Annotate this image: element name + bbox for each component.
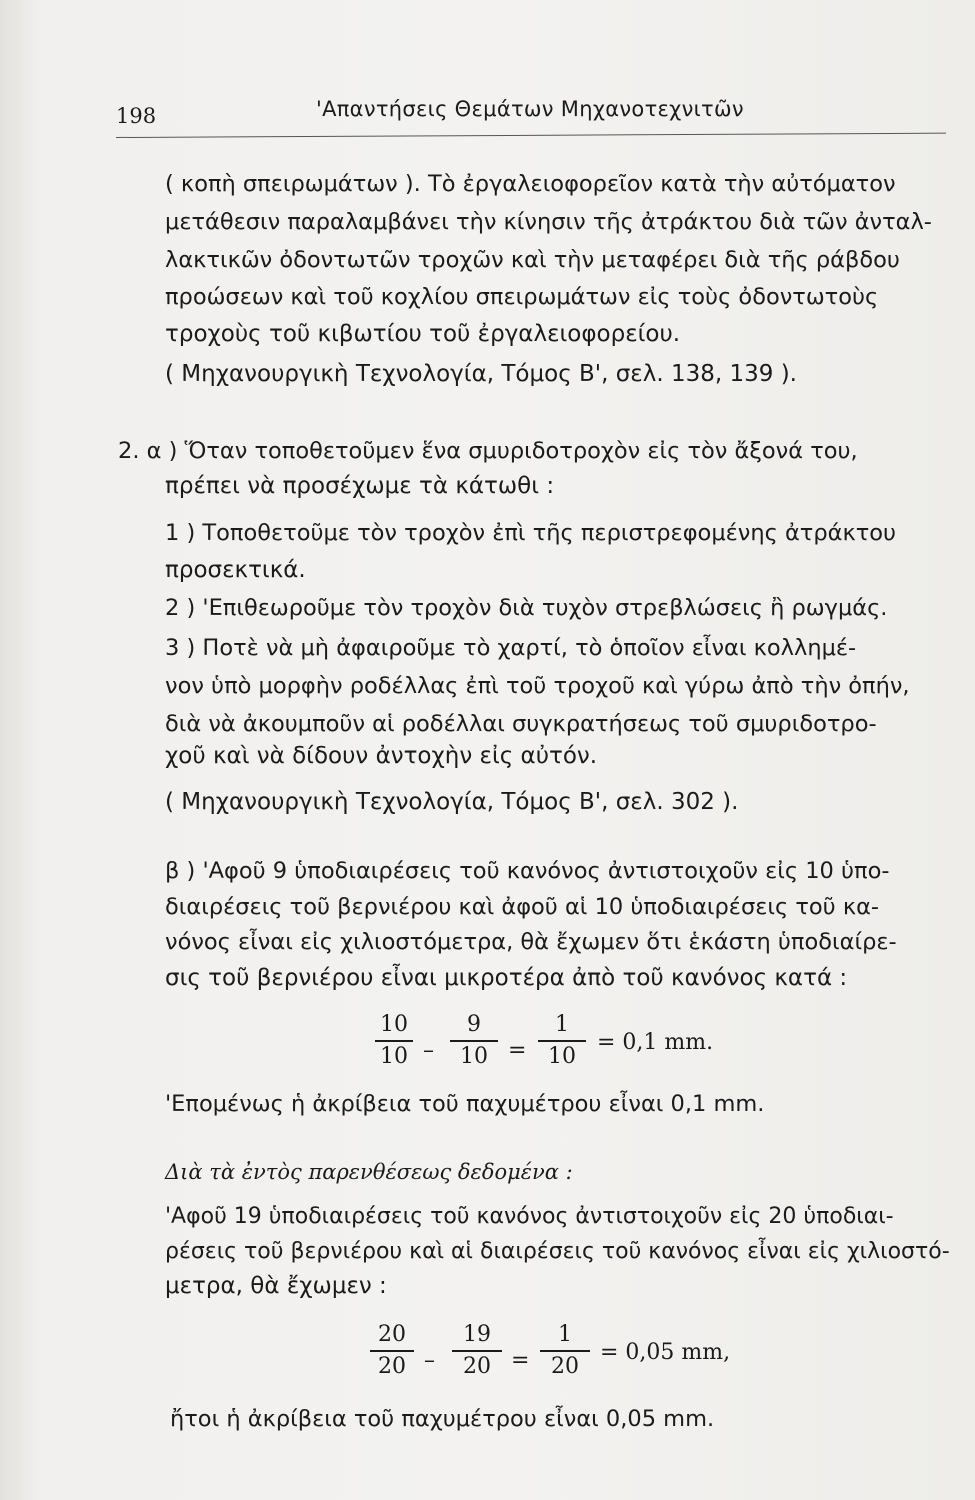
fraction-numerator: 1 — [558, 1322, 572, 1347]
equation1-result: = 0,1 mm. — [597, 1030, 714, 1055]
fraction-bar — [452, 1350, 502, 1352]
text-line: νόνος εἶναι εἰς χιλιοστόμετρα, θὰ ἔχωμεν ὅτι ἑκάστη ὑποδιαίρε- — [165, 929, 897, 955]
text-line: λακτικῶν ὀδοντωτῶν τροχῶν καὶ τὴν μεταφέρει διὰ τῆς ράβδου — [165, 247, 900, 273]
running-header-title: 'Απαντήσεις Θεμάτων Μηχανοτεχνιτῶν — [316, 97, 744, 121]
fraction-denominator: 10 — [380, 1043, 408, 1069]
fraction-numerator: 20 — [378, 1322, 406, 1347]
equation2-result: = 0,05 mm, — [600, 1340, 731, 1365]
text-line: νον ὑπὸ μορφὴν ροδέλλας ἐπὶ τοῦ τροχοῦ καὶ γύρω ἀπὸ τὴν ὀπήν, — [165, 673, 910, 699]
text-line: πρέπει νὰ προσέχωμε τὰ κάτωθι : — [165, 473, 555, 499]
equation1-fraction2 — [450, 1012, 498, 1070]
fraction-denominator: 20 — [378, 1353, 406, 1379]
text-line: σις τοῦ βερνιέρου εἶναι μικροτέρα ἀπὸ τοῦ κανόνος κατά : — [165, 965, 848, 991]
header-rule — [116, 133, 946, 138]
text-line: 2 ) 'Επιθεωροῦμε τὸν τροχὸν διὰ τυχὸν στρεβλώσεις ἢ ρωγμάς. — [165, 595, 888, 621]
equals-sign: = — [508, 1038, 527, 1063]
text-line: προσεκτικά. — [165, 557, 306, 583]
fraction-bar — [538, 1040, 586, 1042]
text-line: 3 ) Ποτὲ νὰ μὴ ἀφαιροῦμε τὸ χαρτί, τὸ ὁποῖον εἶναι κολλημέ- — [165, 635, 857, 661]
fraction-bar — [540, 1350, 590, 1352]
text-line: τροχοὺς τοῦ κιβωτίου τοῦ ἐργαλειοφορείου. — [165, 321, 681, 347]
fraction-bar — [370, 1350, 414, 1352]
text-line: ( κοπὴ σπειρωμάτων ). Τὸ ἐργαλειοφορεῖον κατὰ τὴν αὐτόματον — [165, 171, 896, 197]
equation2-fraction1 — [370, 1322, 414, 1380]
equation1-fraction3 — [538, 1012, 586, 1070]
equation1-fraction1 — [375, 1012, 413, 1070]
text-line: 'Αφοῦ 19 ὑποδιαιρέσεις τοῦ κανόνος ἀντιστοιχοῦν εἰς 20 ὑποδιαι- — [165, 1204, 894, 1229]
text-line: προώσεων καὶ τοῦ κοχλίου σπειρωμάτων εἰς τοὺς ὀδοντωτοὺς — [165, 284, 879, 310]
text-line: β ) 'Αφοῦ 9 ὑποδιαιρέσεις τοῦ κανόνος ἀντιστοιχοῦν εἰς 10 ὑπο- — [165, 858, 890, 884]
minus-sign: – — [424, 1348, 435, 1373]
fraction-denominator: 10 — [460, 1043, 488, 1069]
fraction-numerator: 19 — [463, 1322, 491, 1347]
fraction-denominator: 10 — [548, 1043, 576, 1069]
equals-sign: = — [511, 1348, 530, 1373]
page-number: 198 — [116, 104, 157, 128]
fraction-numerator: 9 — [467, 1012, 481, 1037]
text-line: χοῦ καὶ νὰ δίδουν ἀντοχὴν εἰς αὐτόν. — [165, 743, 598, 769]
fraction-numerator: 10 — [380, 1012, 408, 1037]
fraction-denominator: 20 — [463, 1353, 491, 1379]
fraction-bar — [375, 1040, 413, 1042]
text-line: μετρα, θὰ ἔχωμεν : — [165, 1273, 387, 1299]
text-line: μετάθεσιν παραλαμβάνει τὴν κίνησιν τῆς ἀτράκτου διὰ τῶν ἀνταλ- — [165, 209, 932, 235]
text-line: ρέσεις τοῦ βερνιέρου καὶ αἱ διαιρέσεις τοῦ κανόνος εἶναι εἰς χιλιοστό- — [165, 1239, 950, 1264]
text-line: διαιρέσεις τοῦ βερνιέρου καὶ ἀφοῦ αἱ 10 ὑποδιαιρέσεις τοῦ κα- — [165, 894, 880, 920]
fraction-numerator: 1 — [555, 1012, 569, 1037]
text-line: 'Επομένως ἡ ἀκρίβεια τοῦ παχυμέτρου εἶναι 0,1 mm. — [165, 1091, 765, 1117]
fraction-denominator: 20 — [551, 1353, 579, 1379]
minus-sign: – — [423, 1038, 434, 1063]
italic-subheading: Διὰ τὰ ἐντὸς παρενθέσεως δεδομένα : — [165, 1160, 573, 1184]
citation-line: ( Μηχανουργικὴ Τεχνολογία, Τόμος Β', σελ. 138, 139 ). — [165, 361, 797, 387]
text-line: διὰ νὰ ἀκουμποῦν αἱ ροδέλλαι συγκρατήσεως τοῦ σμυριδοτρο- — [165, 711, 877, 737]
citation-line: ( Μηχανουργικὴ Τεχνολογία, Τόμος Β', σελ. 302 ). — [165, 789, 739, 815]
text-line: 2. α ) Ὅταν τοποθετοῦμεν ἕνα σμυριδοτροχὸν εἰς τὸν ἄξονά του, — [118, 438, 858, 464]
fraction-bar — [450, 1040, 498, 1042]
text-line: ἤτοι ἡ ἀκρίβεια τοῦ παχυμέτρου εἶναι 0,05 mm. — [170, 1406, 715, 1432]
equation2-fraction3 — [540, 1322, 590, 1380]
text-line: 1 ) Τοποθετοῦμε τὸν τροχὸν ἐπὶ τῆς περιστρεφομένης ἀτράκτου — [165, 520, 897, 546]
equation2-fraction2 — [452, 1322, 502, 1380]
